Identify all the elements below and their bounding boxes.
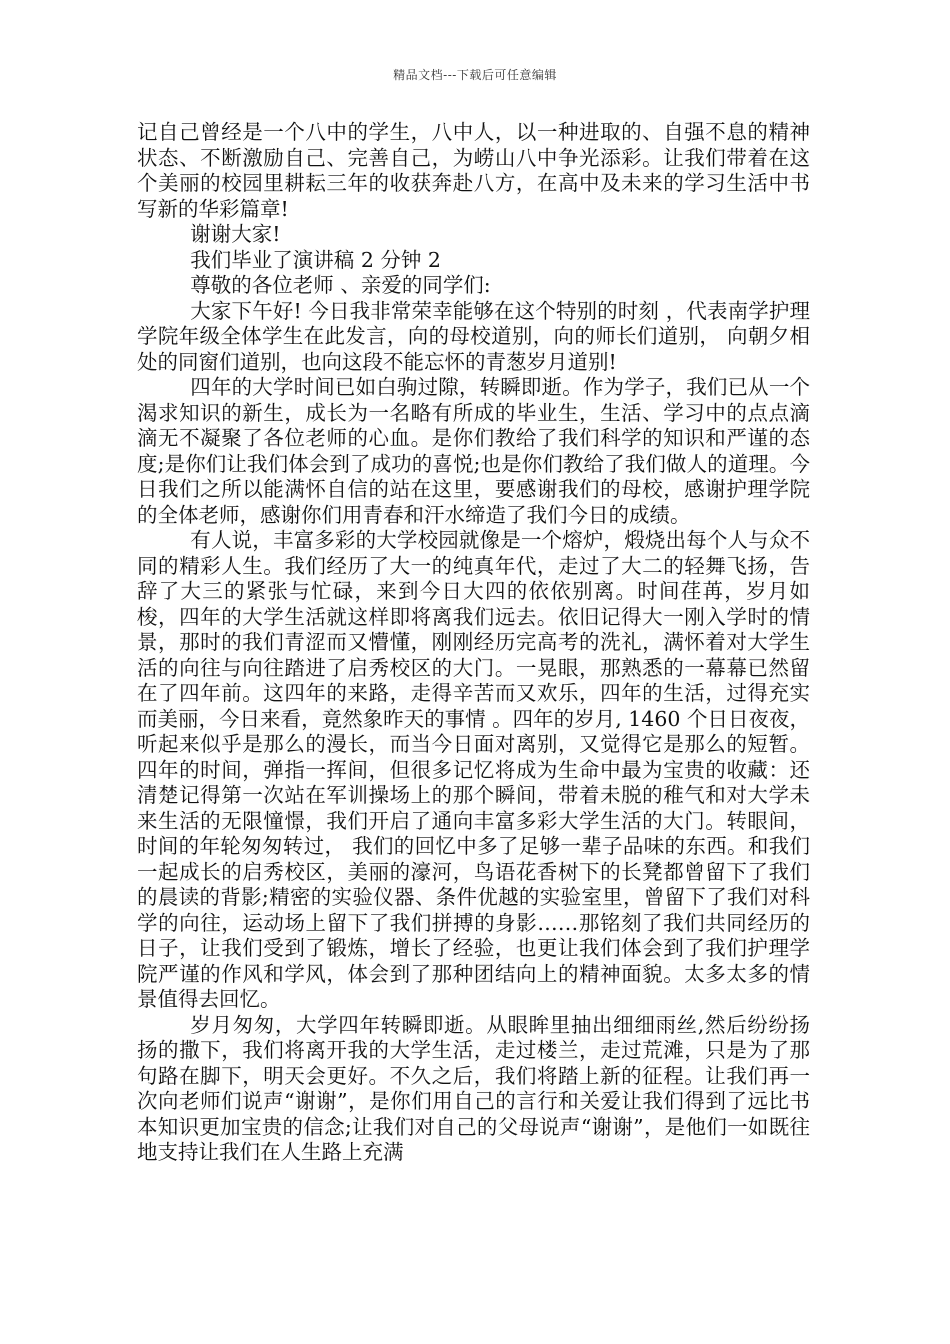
page-header: 精品文档---下载后可任意编辑: [393, 68, 557, 82]
paragraph-continuation: 记自己曾经是一个八中的学生，八中人，以一种进取的、自强不息的精神状态、不断激励自己、完善自己，为崂山八中争光添彩。让我们带着在这个美丽的校园里耕耘三年的收获奔赴八方，在高中及未来的学习生活中书写新的华彩篇章!: [137, 120, 810, 221]
speech-salutation: 尊敬的各位老师 、亲爱的同学们:: [190, 273, 491, 297]
paragraph-four-years: 四年的大学时间已如白驹过隙，转瞬即逝。作为学子，我们已从一个渴求知识的新生，成长为一名略有所成的毕业生，生活、学习中的点点滴滴无不凝聚了各位老师的心血。是你们教给了我们科学的知识和严谨的态度;是你们让我们体会到了成功的喜悦;也是你们教给了我们做人的道理。今日我们之所以能满怀自信的站在这里，要感谢我们的母校，感谢护理学院的全体老师，感谢你们用青春和汗水缔造了我们今日的成绩。: [137, 375, 810, 527]
paragraph-thanks: 谢谢大家!: [190, 222, 281, 246]
speech-title: 我们毕业了演讲稿 2 分钟 2: [190, 247, 441, 272]
paragraph-greeting: 大家下午好! 今日我非常荣幸能够在这个特别的时刻 ，代表南学护理学院年级全体学生在此发言，向的母校道别，向的师长们道别， 向朝夕相处的同窗们道别，也向这段不能忘怀的青葱岁月道别!: [137, 298, 810, 374]
paragraph-farewell: 岁月匆匆，大学四年转瞬即逝。从眼眸里抽出细细雨丝,然后纷纷扬扬的撒下，我们将离开我的大学生活，走过楼兰，走过荒滩，只是为了那句路在脚下，明天会更好。不久之后，我们将踏上新的征程。让我们再一次向老师们说声“谢谢”，是你们用自己的言行和关爱让我们得到了远比书本知识更加宝贵的信念;让我们对自己的父母说声“谢谢”，是他们一如既往地支持让我们在人生路上充满: [137, 1012, 810, 1164]
document-body: [137, 120, 810, 1166]
paragraph-memories: 有人说，丰富多彩的大学校园就像是一个熔炉，煅烧出每个人与众不同的精彩人生。我们经历了大一的纯真年代，走过了大二的轻舞飞扬，告辞了大三的紧张与忙碌，来到今日大四的依依别离。时间荏苒，岁月如梭，四年的大学生活就这样即将离我们远去。依旧记得大一刚入学时的情景，那时的我们青涩而又懵懂，刚刚经历完高考的洗礼，满怀着对大学生活的向往与向往踏进了启秀校区的大门。一晃眼，那熟悉的一幕幕已然留在了四年前。这四年的来路，走得辛苦而又欢乐，四年的生活，过得充实而美丽，今日来看，竟然象昨天的事情 。四年的岁月, 1460 个日日夜夜，听起来似乎是那么的漫长，而当今日面对离别，又觉得它是那么的短暂。四年的时间，弹指一挥间，但很多记忆将成为生命中最为宝贵的收藏：还清楚记得第一次站在军训操场上的那个瞬间，带着未脱的稚气和对大学未来生活的无限憧憬，我们开启了通向丰富多彩大学生活的大门。转眼间，时间的年轮匆匆转过， 我们的回忆中多了足够一辈子品味的东西。和我们一起成长的启秀校区，美丽的濠河，鸟语花香树下的长凳都曾留下了我们的晨读的背影;精密的实验仪器、条件优越的实验室里，曾留下了我们对科学的向往，运动场上留下了我们拼搏的身影……那铭刻了我们共同经历的日子，让我们受到了锻炼，增长了经验，也更让我们体会到了我们护理学院严谨的作风和学风，体会到了那种团结向上的精神面貌。太多太多的情景值得去回忆。: [137, 528, 810, 1011]
